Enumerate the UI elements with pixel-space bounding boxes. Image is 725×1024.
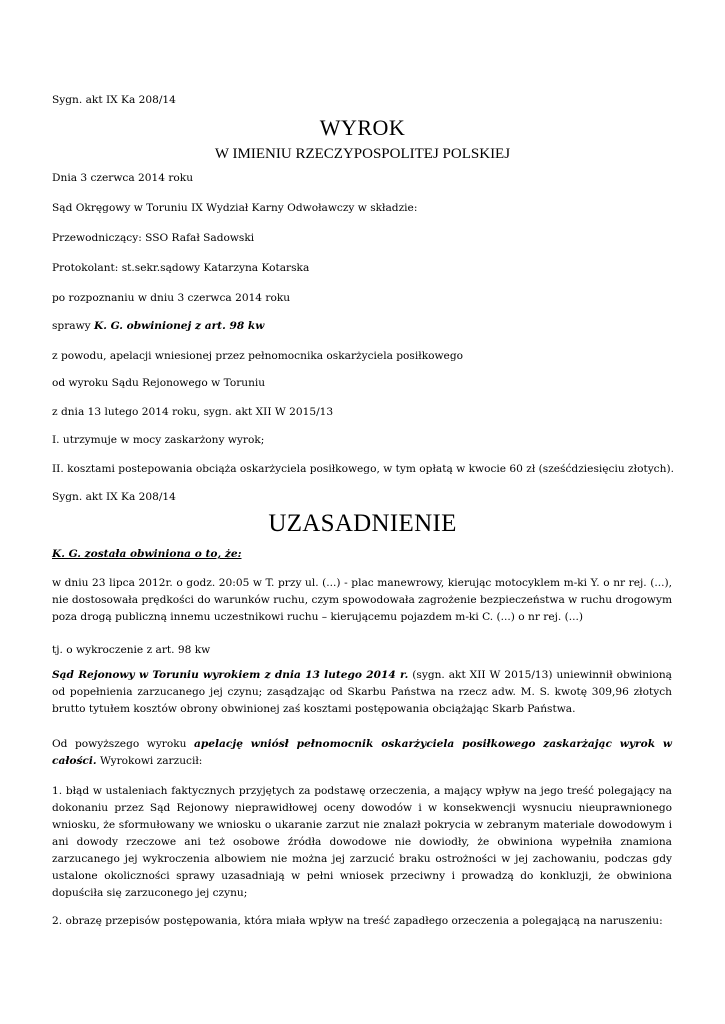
appeal-intro: Od powyższego wyroku	[52, 738, 195, 750]
appeal-outro: Wyrokowi zarzucił:	[96, 755, 203, 767]
appeal-charge-2: 2. obrazę przepisów postępowania, która miała wpływ na treść zapadłego orzeczenia a polegającą na naruszeniu:	[52, 915, 663, 927]
appeal-statement: apelację wniósł pełnomocnik oskarżyciela posiłkowego zaskarżając wyrok w całości.	[52, 738, 672, 767]
case-signature-bottom: Sygn. akt IX Ka 208/14	[52, 491, 176, 503]
justification-title: UZASADNIENIE	[268, 510, 457, 537]
offence-article: tj. o wykroczenie z art. 98 kw	[52, 644, 211, 656]
appeal-paragraph	[52, 736, 672, 770]
charge-description: w dniu 23 lipca 2012r. o godz. 20:05 w T. przy ul. (...) - plac manewrowy, kierując motocyklem m-ki Y. o nr rej. (...), nie dostosowała prędkości do warunków ruchu, czym spowodowała zagrożenie bezpieczeństwa w ruchu drogowym poza drogą publiczną innemu uczestnikowi ruchu – kierującemu pojazdem m-ki C. (...) o nr rej. (...)	[52, 577, 672, 623]
judgment-date: z dnia 13 lutego 2014 roku, sygn. akt XII W 2015/13	[52, 406, 334, 418]
presiding-judge: Przewodniczący: SSO Rafał Sadowski	[52, 232, 255, 244]
document-title: WYROK	[319, 115, 406, 140]
case-signature-top: Sygn. akt IX Ka 208/14	[52, 94, 176, 106]
case-defendant: K. G. obwinionej z art. 98 kw	[94, 320, 265, 332]
ruling-point-1: I. utrzymuje w mocy zaskarżony wyrok;	[52, 434, 265, 446]
case-line	[52, 320, 264, 332]
appeal-charge-1: 1. błąd w ustaleniach faktycznych przyjętych za podstawę orzeczenia, a mający wpływ na jego treść polegający na dokonaniu przez Sąd Rejonowy nieprawidłowej oceny dowodów i w konsekwencji wysnuciu nieuprawnionego wniosku, że sformułowany we wniosku o ukaranie zarzut nie znalazł pokrycia w zebranym materiale dowodowym i ani dowody rzeczowe ani też osobowe źródła dowodowe nie dowiodły, że obwiniona wypełniła znamiona zarzucanego jej wykroczenia albowiem nie można jej zarzucić braku ostrożności w jej zachowaniu, podczas gdy ustalone okoliczności sprawy uzasadniają w pełni wniosek przeciwny i prowadzą do konkluzji, że obwiniona dopuściła się zarzuconego jej czynu;	[52, 785, 672, 899]
appeal-reason: z powodu, apelacji wniesionej przez pełnomocnika oskarżyciela posiłkowego	[52, 350, 463, 362]
hearing-date: po rozpoznaniu w dniu 3 czerwca 2014 roku	[52, 292, 291, 304]
first-instance-details: (sygn. akt XII W 2015/13) uniewinnił obwinioną od popełnienia zarzucanego jej czynu; zasądzając od Skarbu Państwa na rzecz adw. M. S. kwotę 309,96 złotych brutto tytułem kosztów obrony obwinionej zaś kosztami postępowania obciążając Skarb Państwa.	[52, 669, 673, 715]
verdict-date: Dnia 3 czerwca 2014 roku	[52, 172, 194, 184]
ruling-point-2: II. kosztami postepowania obciąża oskarżyciela posiłkowego, w tym opłatą w kwocie 60 zł (sześćdziesięciu złotych).	[52, 463, 674, 475]
appealed-judgment: od wyroku Sądu Rejonowego w Toruniu	[52, 377, 266, 389]
charged-heading: K. G. została obwiniona o to, że:	[52, 548, 242, 560]
first-instance-judgment: Sąd Rejonowy w Toruniu wyrokiem z dnia 13 lutego 2014 r.	[52, 669, 409, 681]
first-instance-paragraph	[52, 667, 672, 718]
case-prefix: sprawy	[52, 320, 95, 332]
court-clerk: Protokolant: st.sekr.sądowy Katarzyna Kotarska	[52, 262, 310, 274]
court-composition: Sąd Okręgowy w Toruniu IX Wydział Karny Odwoławczy w składzie:	[52, 202, 418, 214]
document-subtitle: W IMIENIU RZECZYPOSPOLITEJ POLSKIEJ	[214, 146, 511, 162]
